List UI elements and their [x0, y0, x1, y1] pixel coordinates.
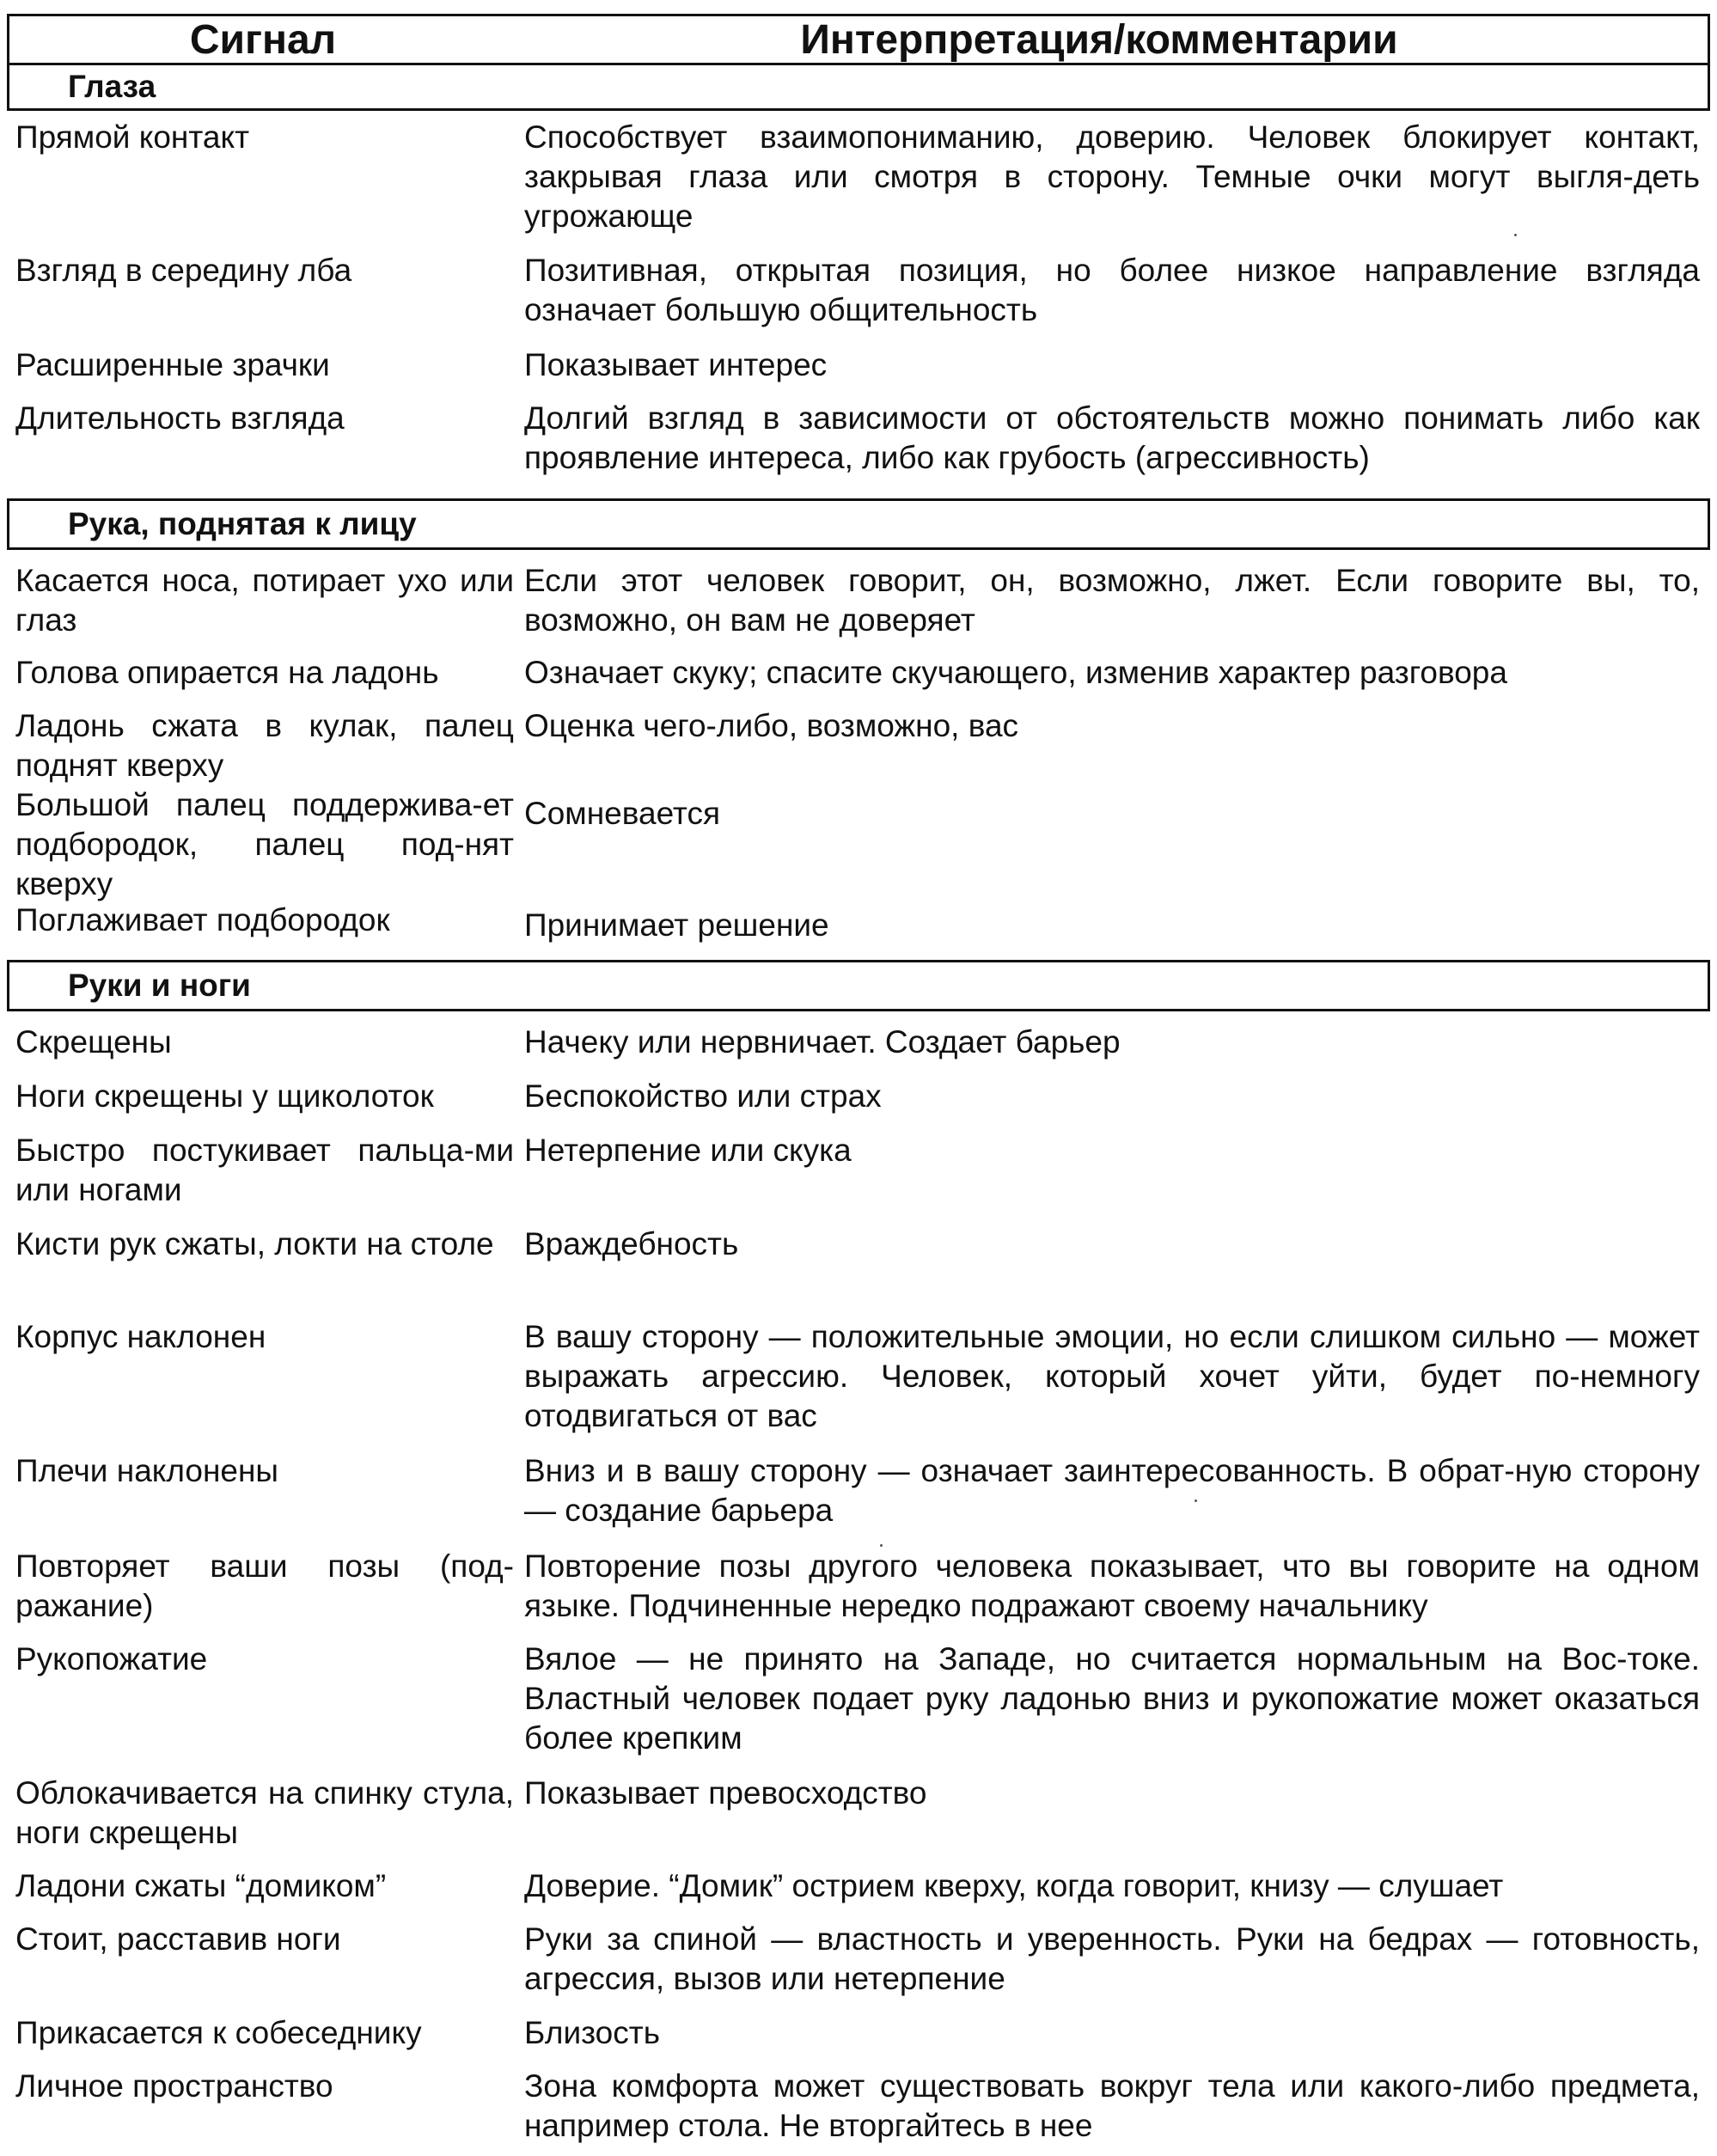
- interpretation-cell: Зона комфорта может существовать вокруг тела или какого-либо предмета, например стола. Не вторгайтесь в нее: [524, 2068, 1700, 2143]
- interpretation-cell: Вниз и в вашу сторону — означает заинтересованность. В обрат-ную сторону — создание барьера: [524, 1453, 1700, 1528]
- header-signal: Сигнал: [189, 16, 337, 63]
- section-title: Рука, поднятая к лицу: [68, 506, 417, 541]
- signal-cell: Большой палец поддержива-ет подбородок, палец под-нят кверху: [15, 787, 514, 901]
- signal-cell: Ладонь сжата в кулак, палец поднят кверху: [15, 708, 514, 783]
- interpretation-cell: Повторение позы другого человека показывает, что вы говорите на одном языке. Подчиненные нередко подражают своему начальнику: [524, 1548, 1700, 1623]
- signal-cell: Голова опирается на ладонь: [15, 655, 439, 690]
- interpretation-cell: Долгий взгляд в зависимости от обстоятельств можно понимать либо как проявление интереса, либо как грубость (агрессивность): [524, 400, 1700, 475]
- table-header: [7, 14, 1710, 65]
- section-header-hand-to-face: [7, 498, 1710, 550]
- interpretation-cell: Оценка чего-либо, возможно, вас: [524, 708, 1019, 743]
- interpretation-cell: В вашу сторону — положительные эмоции, но если слишком сильно — может выражать агрессию. Человек, который хочет уйти, будет по-немногу отодвигаться от вас: [524, 1319, 1700, 1433]
- signal-cell: Прямой контакт: [15, 119, 250, 155]
- interpretation-cell: Беспокойство или страх: [524, 1078, 882, 1114]
- scan-speck: [880, 1544, 883, 1547]
- signal-cell: Плечи наклонены: [15, 1453, 278, 1488]
- interpretation-cell: Показывает превосходство: [524, 1775, 927, 1811]
- signal-cell: Корпус наклонен: [15, 1319, 266, 1354]
- interpretation-cell: Позитивная, открытая позиция, но более низкое направление взгляда означает большую общительность: [524, 253, 1700, 327]
- section-header-arms-and-legs: [7, 960, 1710, 1011]
- header-interpretation: Интерпретация/комментарии: [800, 16, 1398, 63]
- signal-cell: Касается носа, потирает ухо или глаз: [15, 563, 514, 638]
- signal-cell: Длительность взгляда: [15, 400, 345, 436]
- signal-cell: Повторяет ваши позы (под-ражание): [15, 1548, 514, 1623]
- scan-speck: [1195, 1499, 1197, 1502]
- signal-cell: Взгляд в середину лба: [15, 253, 352, 288]
- interpretation-cell: Показывает интерес: [524, 347, 828, 382]
- signal-cell: Рукопожатие: [15, 1641, 208, 1677]
- signal-cell: Облокачивается на спинку стула, ноги скрещены: [15, 1775, 514, 1850]
- section-title: Глаза: [68, 69, 156, 104]
- signal-cell: Ладони сжаты “домиком”: [15, 1868, 387, 1903]
- section-header-eyes: [7, 63, 1710, 111]
- interpretation-cell: Руки за спиной — властность и уверенность. Руки на бедрах — готовность, агрессия, вызов или нетерпение: [524, 1921, 1700, 1996]
- interpretation-cell: Нетерпение или скука: [524, 1133, 852, 1168]
- signal-cell: Расширенные зрачки: [15, 347, 330, 382]
- interpretation-cell: Близость: [524, 2015, 660, 2050]
- interpretation-cell: Принимает решение: [524, 907, 829, 943]
- signal-cell: Личное пространство: [15, 2068, 333, 2104]
- scan-speck: [1514, 234, 1517, 236]
- signal-cell: Скрещены: [15, 1024, 172, 1060]
- signal-cell: Быстро постукивает пальца-ми или ногами: [15, 1133, 514, 1207]
- interpretation-cell: Враждебность: [524, 1226, 739, 1261]
- interpretation-cell: Вялое — не принято на Западе, но считается нормальным на Вос-токе. Властный человек подает руку ладонью вниз и рукопожатие может оказаться более крепким: [524, 1641, 1700, 1756]
- signal-cell: Стоит, расставив ноги: [15, 1921, 341, 1957]
- interpretation-cell: Способствует взаимопониманию, доверию. Человек блокирует контакт, закрывая глаза или смотря в сторону. Темные очки могут выгля-деть угрожающе: [524, 119, 1700, 234]
- interpretation-cell: Сомневается: [524, 796, 720, 831]
- interpretation-cell: Если этот человек говорит, он, возможно, лжет. Если говорите вы, то, возможно, он вам не доверяет: [524, 563, 1700, 638]
- interpretation-cell: Начеку или нервничает. Создает барьер: [524, 1024, 1121, 1060]
- signal-cell: Прикасается к собеседнику: [15, 2015, 422, 2050]
- interpretation-cell: Доверие. “Домик” острием кверху, когда говорит, книзу — слушает: [524, 1868, 1504, 1903]
- signal-cell: Поглаживает подбородок: [15, 902, 390, 938]
- section-title: Руки и ноги: [68, 968, 251, 1003]
- signal-cell: Ноги скрещены у щиколоток: [15, 1078, 434, 1114]
- interpretation-cell: Означает скуку; спасите скучающего, изменив характер разговора: [524, 655, 1507, 690]
- signal-cell: Кисти рук сжаты, локти на столе: [15, 1226, 494, 1261]
